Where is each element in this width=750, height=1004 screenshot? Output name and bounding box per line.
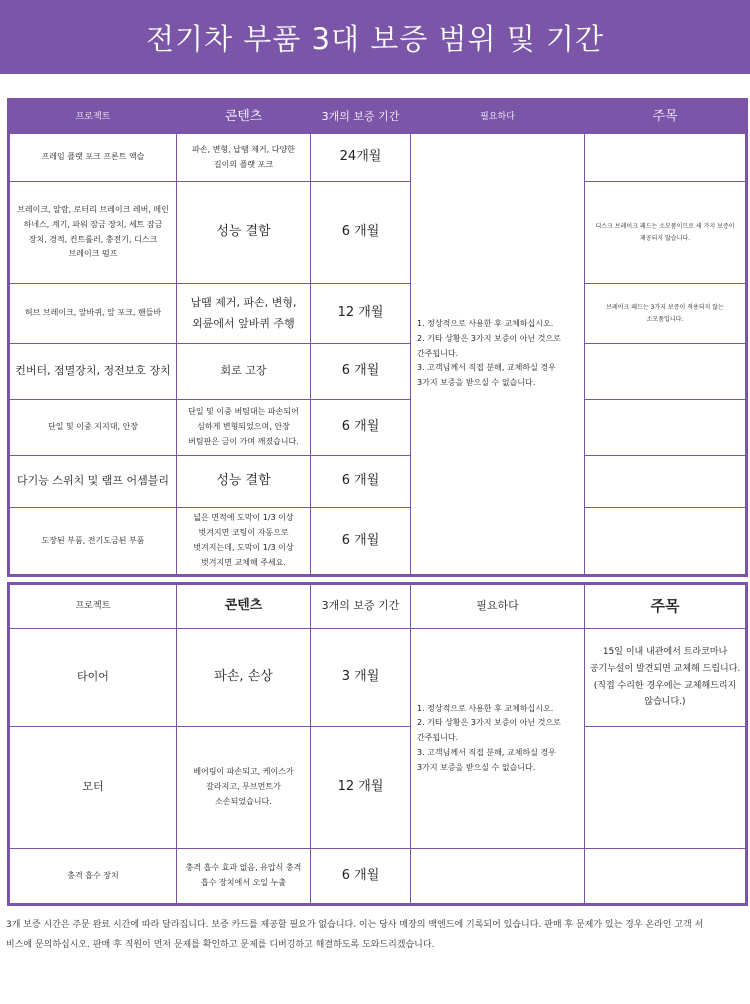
row-project: 타이어 xyxy=(9,629,177,727)
table-header-row xyxy=(9,100,747,134)
table-row xyxy=(9,400,747,456)
row-period: 6 개월 xyxy=(311,508,411,576)
note-cell-empty xyxy=(585,849,747,905)
row-content: 성능 결함 xyxy=(177,456,311,508)
row-period: 24개월 xyxy=(311,134,411,182)
requirement-item: 2. 기타 상황은 3가지 보증이 아닌 것으로 간주됩니다. xyxy=(417,333,561,358)
table-row xyxy=(9,284,747,344)
row-project: 모터 xyxy=(9,727,177,849)
header-project: 프로젝트 xyxy=(9,100,177,134)
requirements-cell xyxy=(411,629,585,849)
header-period: 3개의 보증 기간 xyxy=(311,100,411,134)
table-row xyxy=(9,849,747,905)
header-project: 프로젝트 xyxy=(9,584,177,629)
note-cell-empty xyxy=(585,508,747,576)
row-project: 컨버터, 점멸장치, 정전보호 장치 xyxy=(9,344,177,400)
row-content: 베어링이 파손되고, 케이스가 갈라지고, 무브먼트가 소손되었습니다. xyxy=(177,727,311,849)
row-period: 3 개월 xyxy=(311,629,411,727)
page-title: 전기차 부품 3대 보증 범위 및 기간 xyxy=(0,0,750,74)
row-project: 프레임 플랫 포크 프론트 액슬 xyxy=(9,134,177,182)
row-period: 12 개월 xyxy=(311,727,411,849)
note-cell-empty xyxy=(585,134,747,182)
note-cell: 브레이크 패드는 3가지 보증이 적용되지 않는 소모품입니다. xyxy=(585,284,747,344)
row-period: 6 개월 xyxy=(311,456,411,508)
header-content: 콘텐츠 xyxy=(177,584,311,629)
header-note: 주목 xyxy=(585,584,747,629)
row-period: 12 개월 xyxy=(311,284,411,344)
table-row xyxy=(9,456,747,508)
requirement-item: 1. 정상적으로 사용한 후 교체하십시오. xyxy=(417,703,554,713)
row-period: 6 개월 xyxy=(311,344,411,400)
table-row xyxy=(9,134,747,182)
row-content: 회로 고장 xyxy=(177,344,311,400)
table-row xyxy=(9,508,747,576)
row-project: 충격 흡수 장치 xyxy=(9,849,177,905)
row-content: 단일 및 이중 버팀대는 파손되어 심하게 변형되었으며, 안장 버팀판은 금이 가며 깨졌습니다. xyxy=(177,400,311,456)
footer-note: 3개 보증 시간은 주문 완료 시간에 따라 달라집니다. 보증 카드를 제공할 필요가 없습니다. 이는 당사 매장의 백엔드에 기록되어 있습니다. 판매 후 문제가 있는 경우 온라인 고객 서비스에 문의하십시오. 판매 후 직원이 먼저 문제를 확인하고 문제를 디버깅하고 해결하도록 도와드리겠습니다. xyxy=(6,920,704,950)
note-cell: 디스크 브레이크 패드는 소모품이므로 세 가지 보증이 제공되지 않습니다. xyxy=(585,182,747,284)
row-project: 도장된 부품, 전기도금된 부품 xyxy=(9,508,177,576)
table-row xyxy=(9,629,747,727)
row-content: 납땜 제거, 파손, 변형, 외륜에서 앞바퀴 주행 xyxy=(177,284,311,344)
row-content: 충격 흡수 효과 없음, 유압식 충격 흡수 장치에서 오일 누출 xyxy=(177,849,311,905)
row-project: 브레이크, 알람, 로터리 브레이크 레버, 메인 하네스, 계기, 파워 잠금 장치, 세트 잠금 장치, 경적, 컨트롤러, 충전기, 디스크 브레이크 펌프 xyxy=(9,182,177,284)
row-period: 6 개월 xyxy=(311,182,411,284)
row-project: 허브 브레이크, 앞바퀴, 앞 포크, 핸들바 xyxy=(9,284,177,344)
row-content: 성능 결함 xyxy=(177,182,311,284)
table-header-row xyxy=(9,584,747,629)
header-requirement: 필요하다 xyxy=(411,584,585,629)
row-content: 파손, 손상 xyxy=(177,629,311,727)
row-project: 다기능 스위치 및 램프 어셈블리 xyxy=(9,456,177,508)
requirement-item: 3. 고객님께서 직접 분해, 교체하실 경우 3가지 보증을 받으실 수 없습니다. xyxy=(417,747,556,772)
note-cell-empty xyxy=(585,344,747,400)
note-cell-empty xyxy=(585,727,747,849)
warranty-table-tires-motor xyxy=(7,582,748,906)
table-row xyxy=(9,727,747,849)
row-content: 파손, 변형, 납땜 제거, 다양한 길이의 플랫 포크 xyxy=(177,134,311,182)
note-cell-empty xyxy=(411,849,585,905)
row-content: 넓은 면적에 도막이 1/3 이상 벗겨지면 코팅이 자동으로 벗겨지는데, 도막이 1/3 이상 벗겨지면 교체해 주세요. xyxy=(177,508,311,576)
header-note: 주목 xyxy=(585,100,747,134)
requirement-item: 3. 고객님께서 직접 분해, 교체하실 경우 3가지 보증을 받으실 수 없습니다. xyxy=(417,363,556,388)
row-period: 6 개월 xyxy=(311,849,411,905)
note-cell-empty xyxy=(585,400,747,456)
requirement-item: 1. 정상적으로 사용한 후 교체하십시오. xyxy=(417,319,554,328)
table-row xyxy=(9,344,747,400)
row-period: 6 개월 xyxy=(311,400,411,456)
requirement-item: 2. 기타 상황은 3가지 보증이 아닌 것으로 간주됩니다. xyxy=(417,718,561,743)
header-period: 3개의 보증 기간 xyxy=(311,584,411,629)
header-requirement: 필요하다 xyxy=(411,100,585,134)
note-cell-empty xyxy=(585,456,747,508)
header-content: 콘텐츠 xyxy=(177,100,311,134)
note-cell: 15일 이내 내관에서 트라코마나 공기누설이 발견되면 교체해 드립니다. (직접 수리한 경우에는 교체해드리지 않습니다.) xyxy=(585,629,747,727)
table-row xyxy=(9,182,747,284)
row-project: 단일 및 이중 지지대, 안장 xyxy=(9,400,177,456)
warranty-table-frame xyxy=(7,98,748,577)
requirements-cell xyxy=(411,134,585,576)
